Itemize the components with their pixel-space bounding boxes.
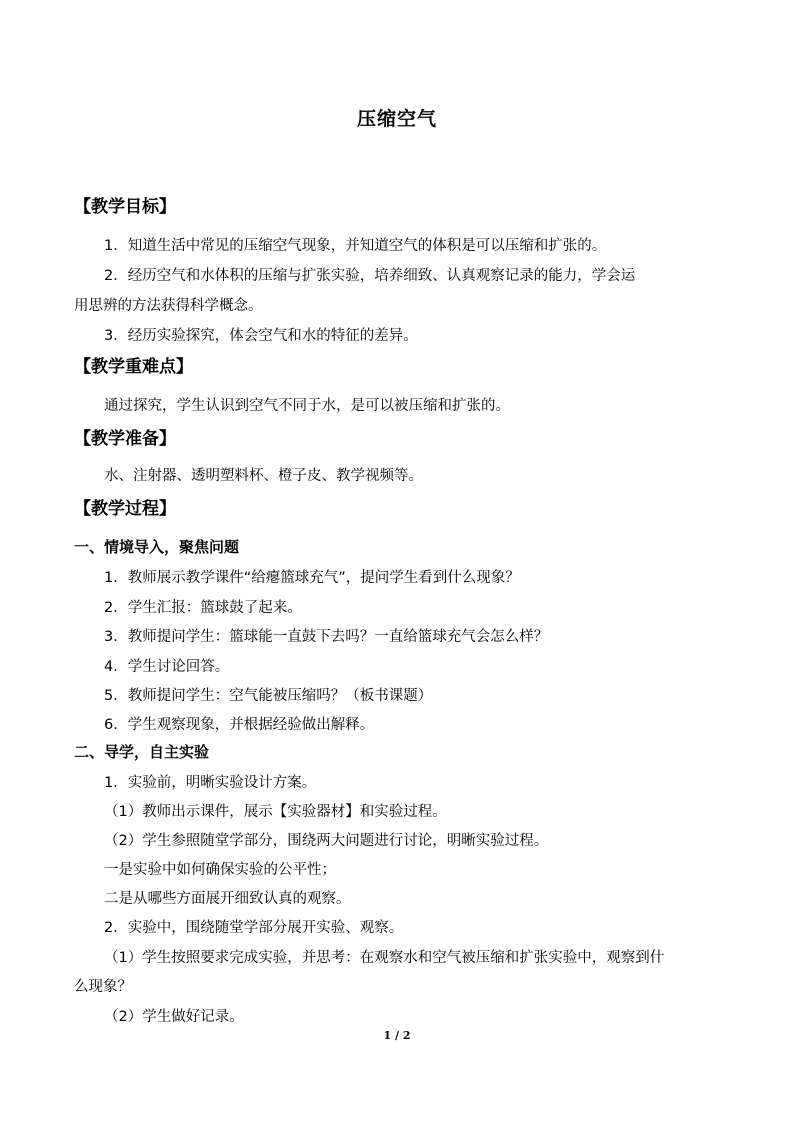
part2-line-1: 1．实验前，明晰实验设计方案。 — [104, 775, 317, 791]
key-points-line-1: 通过探究，学生认识到空气不同于水，是可以被压缩和扩张的。 — [104, 398, 510, 414]
section-heading-key-points: 【教学重难点】 — [74, 357, 193, 377]
part1-line-5: 5．教师提问学生：空气能被压缩吗？（板书课题） — [104, 688, 433, 704]
goals-line-2-cont: 用思辨的方法获得科学概念。 — [74, 298, 263, 314]
part1-line-2: 2．学生汇报：篮球鼓了起来。 — [104, 600, 302, 616]
page-number: 1 / 2 — [383, 1029, 411, 1042]
part1-line-6: 6．学生观察现象，并根据经验做出解释。 — [104, 717, 375, 733]
part2-line-8: （2）学生做好记录。 — [104, 1009, 244, 1025]
section-heading-goals: 【教学目标】 — [74, 197, 176, 217]
part2-line-7-cont: 么现象？ — [74, 979, 132, 995]
preparation-line-1: 水、注射器、透明塑料杯、橙子皮、教学视频等。 — [104, 468, 423, 484]
part1-line-1: 1．教师展示教学课件“给瘪篮球充气”，提问学生看到什么现象？ — [104, 570, 520, 586]
part2-line-6: 2．实验中，围绕随堂学部分展开实验、观察。 — [104, 920, 404, 936]
part1-line-3: 3．教师提问学生：篮球能一直鼓下去吗？一直给篮球充气会怎么样？ — [104, 629, 549, 645]
part2-line-2: （1）教师出示课件，展示【实验器材】和实验过程。 — [104, 804, 447, 820]
part2-line-3: （2）学生参照随堂学部分，围绕两大问题进行讨论，明晰实验过程。 — [104, 833, 549, 849]
section-heading-process: 【教学过程】 — [74, 499, 176, 519]
part2-line-7: （1）学生按照要求完成实验，并思考：在观察水和空气被压缩和扩张实验中，观察到什 — [104, 950, 665, 966]
process-part2-title: 二、导学，自主实验 — [74, 743, 210, 761]
goals-line-2: 2．经历空气和水体积的压缩与扩张实验，培养细致、认真观察记录的能力，学会运 — [104, 268, 636, 284]
goals-line-1: 1．知道生活中常见的压缩空气现象，并知道空气的体积是可以压缩和扩张的。 — [104, 238, 607, 254]
section-heading-preparation: 【教学准备】 — [74, 429, 176, 449]
part2-line-4: 一是实验中如何确保实验的公平性； — [104, 862, 336, 878]
page-title: 压缩空气 — [356, 108, 437, 130]
part2-line-5: 二是从哪些方面展开细致认真的观察。 — [104, 891, 351, 907]
part1-line-4: 4．学生讨论回答。 — [104, 659, 230, 675]
process-part1-title: 一、情境导入，聚焦问题 — [74, 538, 240, 556]
goals-line-3: 3．经历实验探究，体会空气和水的特征的差异。 — [104, 328, 418, 344]
